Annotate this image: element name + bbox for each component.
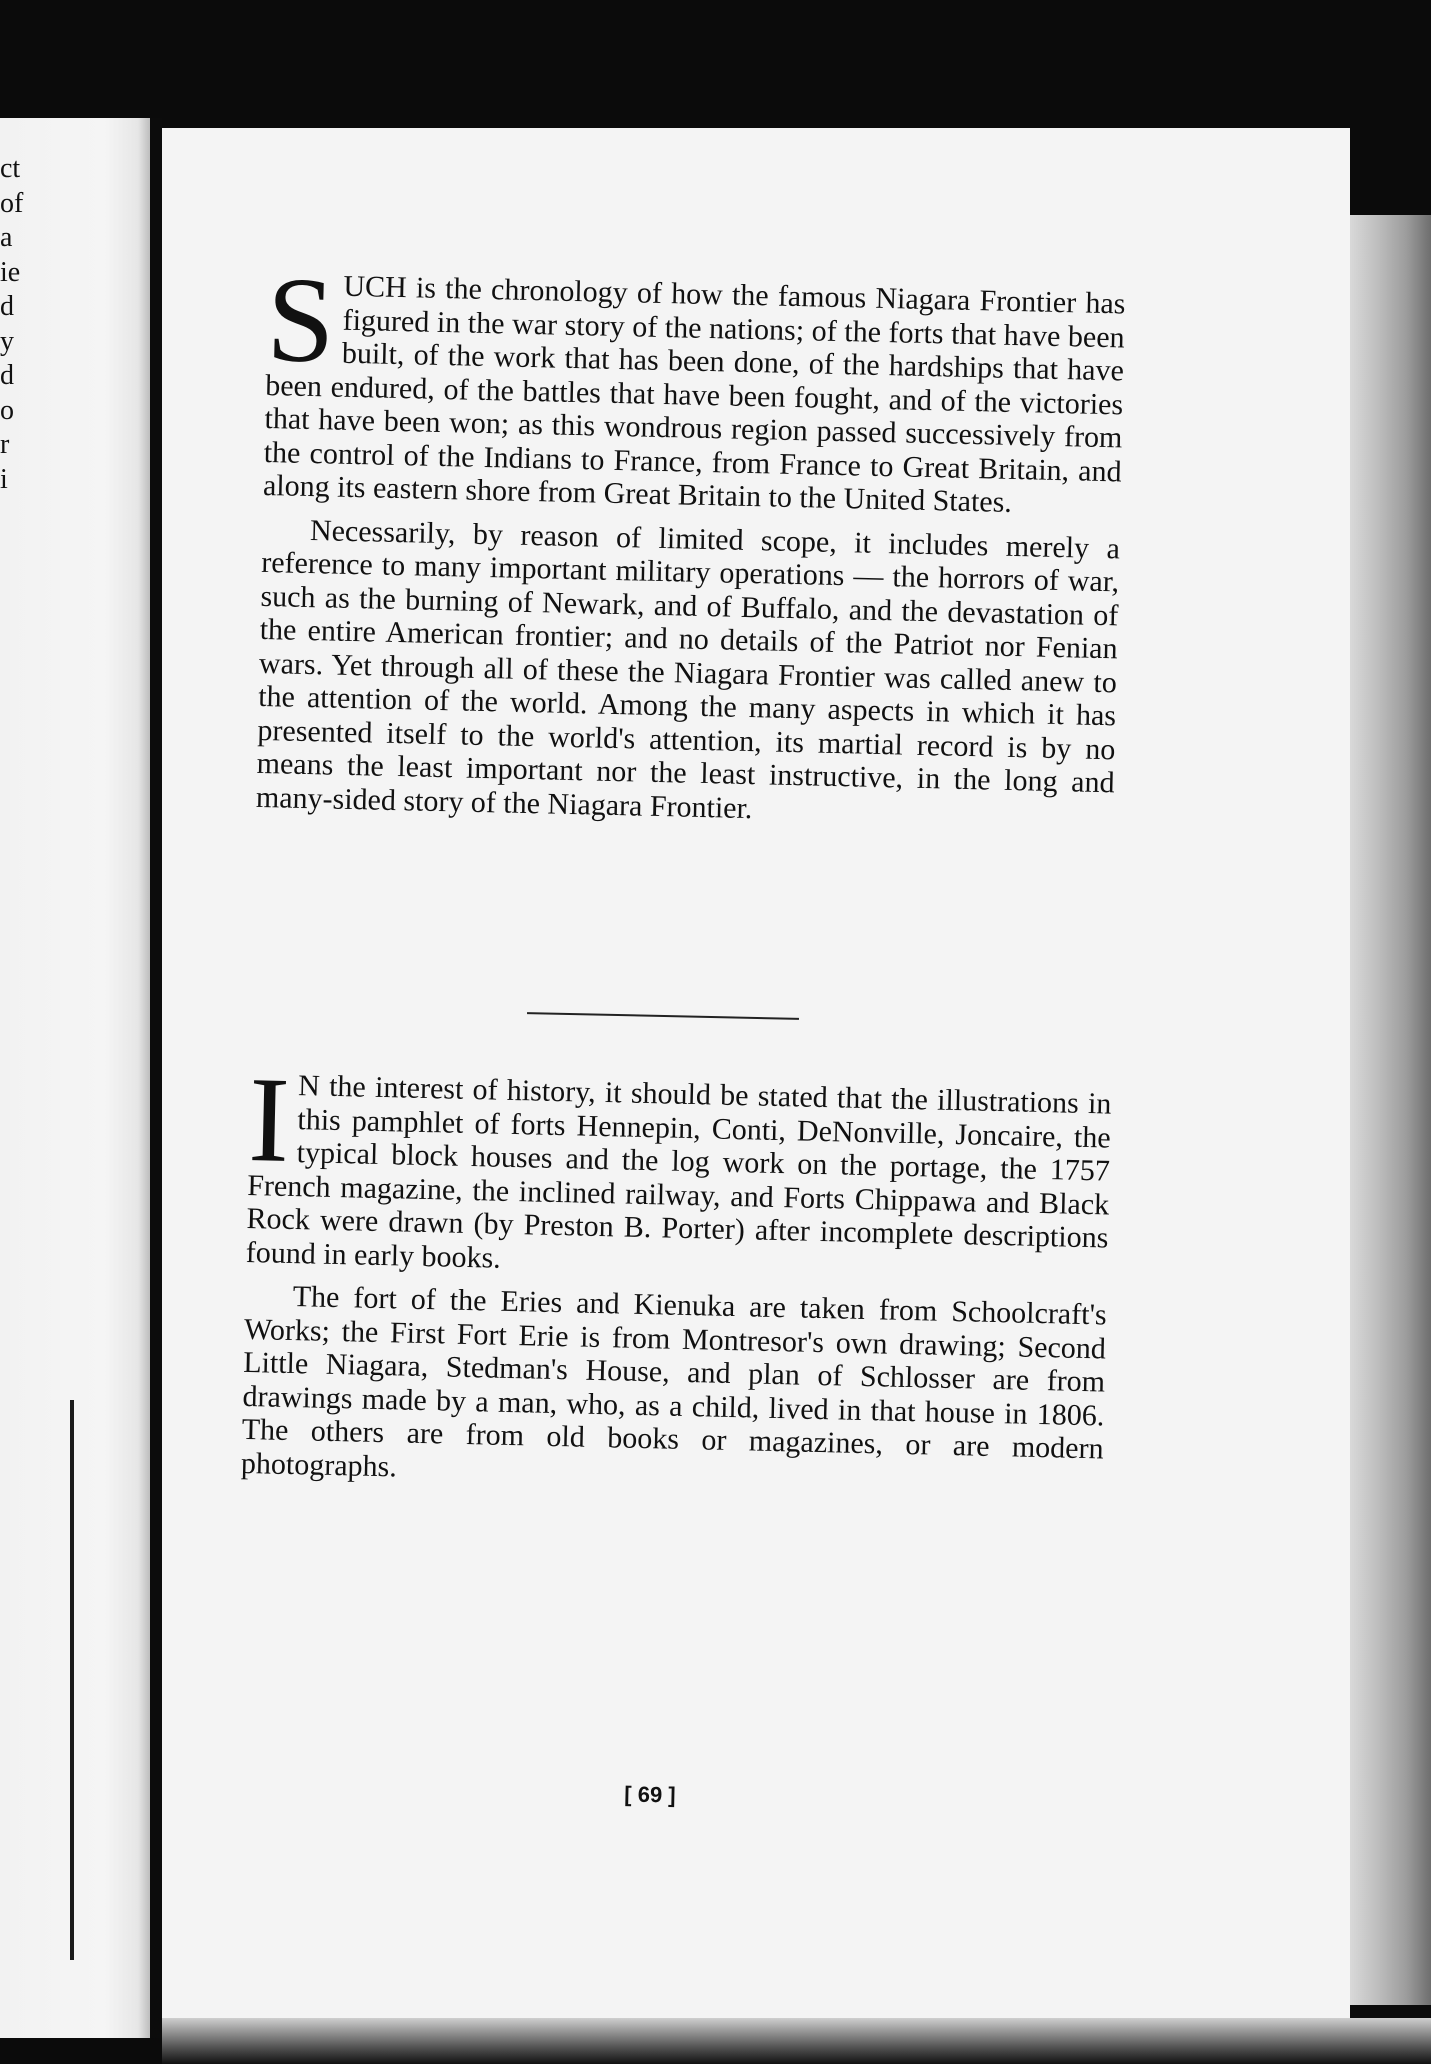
page-stack-edge [1350, 215, 1431, 2005]
left-fragment: d [0, 291, 14, 322]
book-gutter [150, 118, 162, 2038]
left-fragment: ie [0, 256, 21, 288]
left-fragment: d [0, 360, 14, 391]
page-number: [ 69 ] [624, 1781, 676, 1808]
paragraph-text: UCH is the chronology of how the famous Niagara Frontier has figured in the war story of the nations; of the forts that have been built, of the work that has been done, of the hardships that have been endured, of the battles that have been fought, and of the victories that have been won; as this wondrous region passed successively from the control of the Indians to France, from France to Great Britain, and along its eastern shore from Great Britain to the United States. [262, 269, 1126, 519]
drop-cap: I [247, 1052, 291, 1188]
paragraph [262, 252, 1126, 522]
left-page-edge-text [0, 152, 22, 497]
chronology-summary-section [255, 252, 1126, 833]
left-fragment: a [0, 222, 13, 253]
paragraph: Necessarily, by reason of limited scope, it includes merely a reference to many important military operations — the horrors of war, such as the burning of Newark, and of Buffalo, and the devastation of the entire American frontier; and no details of the Patriot nor Fenian wars. Yet through all of these the Niagara Frontier was called anew to the attention of the world. Among the many aspects in which it has presented itself to the world's attention, its martial record is by no means the least important nor the least instructive, in the long and many-sided story of the Niagara Frontier. [255, 513, 1121, 825]
left-fragment: ct [0, 153, 21, 184]
drop-cap: S [265, 252, 337, 389]
left-fragment: of [0, 187, 24, 219]
paragraph-text: N the interest of history, it should be stated that the illustrations in this pamphlet of forts Hennepin, Conti, DeNonville, Joncaire, the typical block houses and the log work on the portage, the 1757 French magazine, the inclined railway, and Forts Chippawa and Black Rock were drawn (by Preston B. Porter) after incomplete descriptions found in early books. [245, 1069, 1112, 1275]
left-fragment: y [0, 325, 14, 357]
left-fragment: o [0, 394, 14, 426]
page-bottom-shadow [162, 2018, 1431, 2064]
left-fragment: r [0, 429, 10, 460]
left-facing-page [0, 118, 150, 2038]
left-fragment: i [0, 463, 8, 495]
illustration-credits-section [240, 1052, 1112, 1499]
paragraph [245, 1052, 1112, 1289]
paragraph: The fort of the Eries and Kienuka are taken from Schoolcraft's Works; the First Fort Erie is from Montresor's own drawing; Second Little Niagara, Stedman's House, and plan of Schlosser are from drawings made by a man, who, as a child, lived in that house in 1806. The others are from old books or magazines, or are modern photographs. [240, 1280, 1107, 1483]
binding-edge [70, 1400, 74, 1960]
